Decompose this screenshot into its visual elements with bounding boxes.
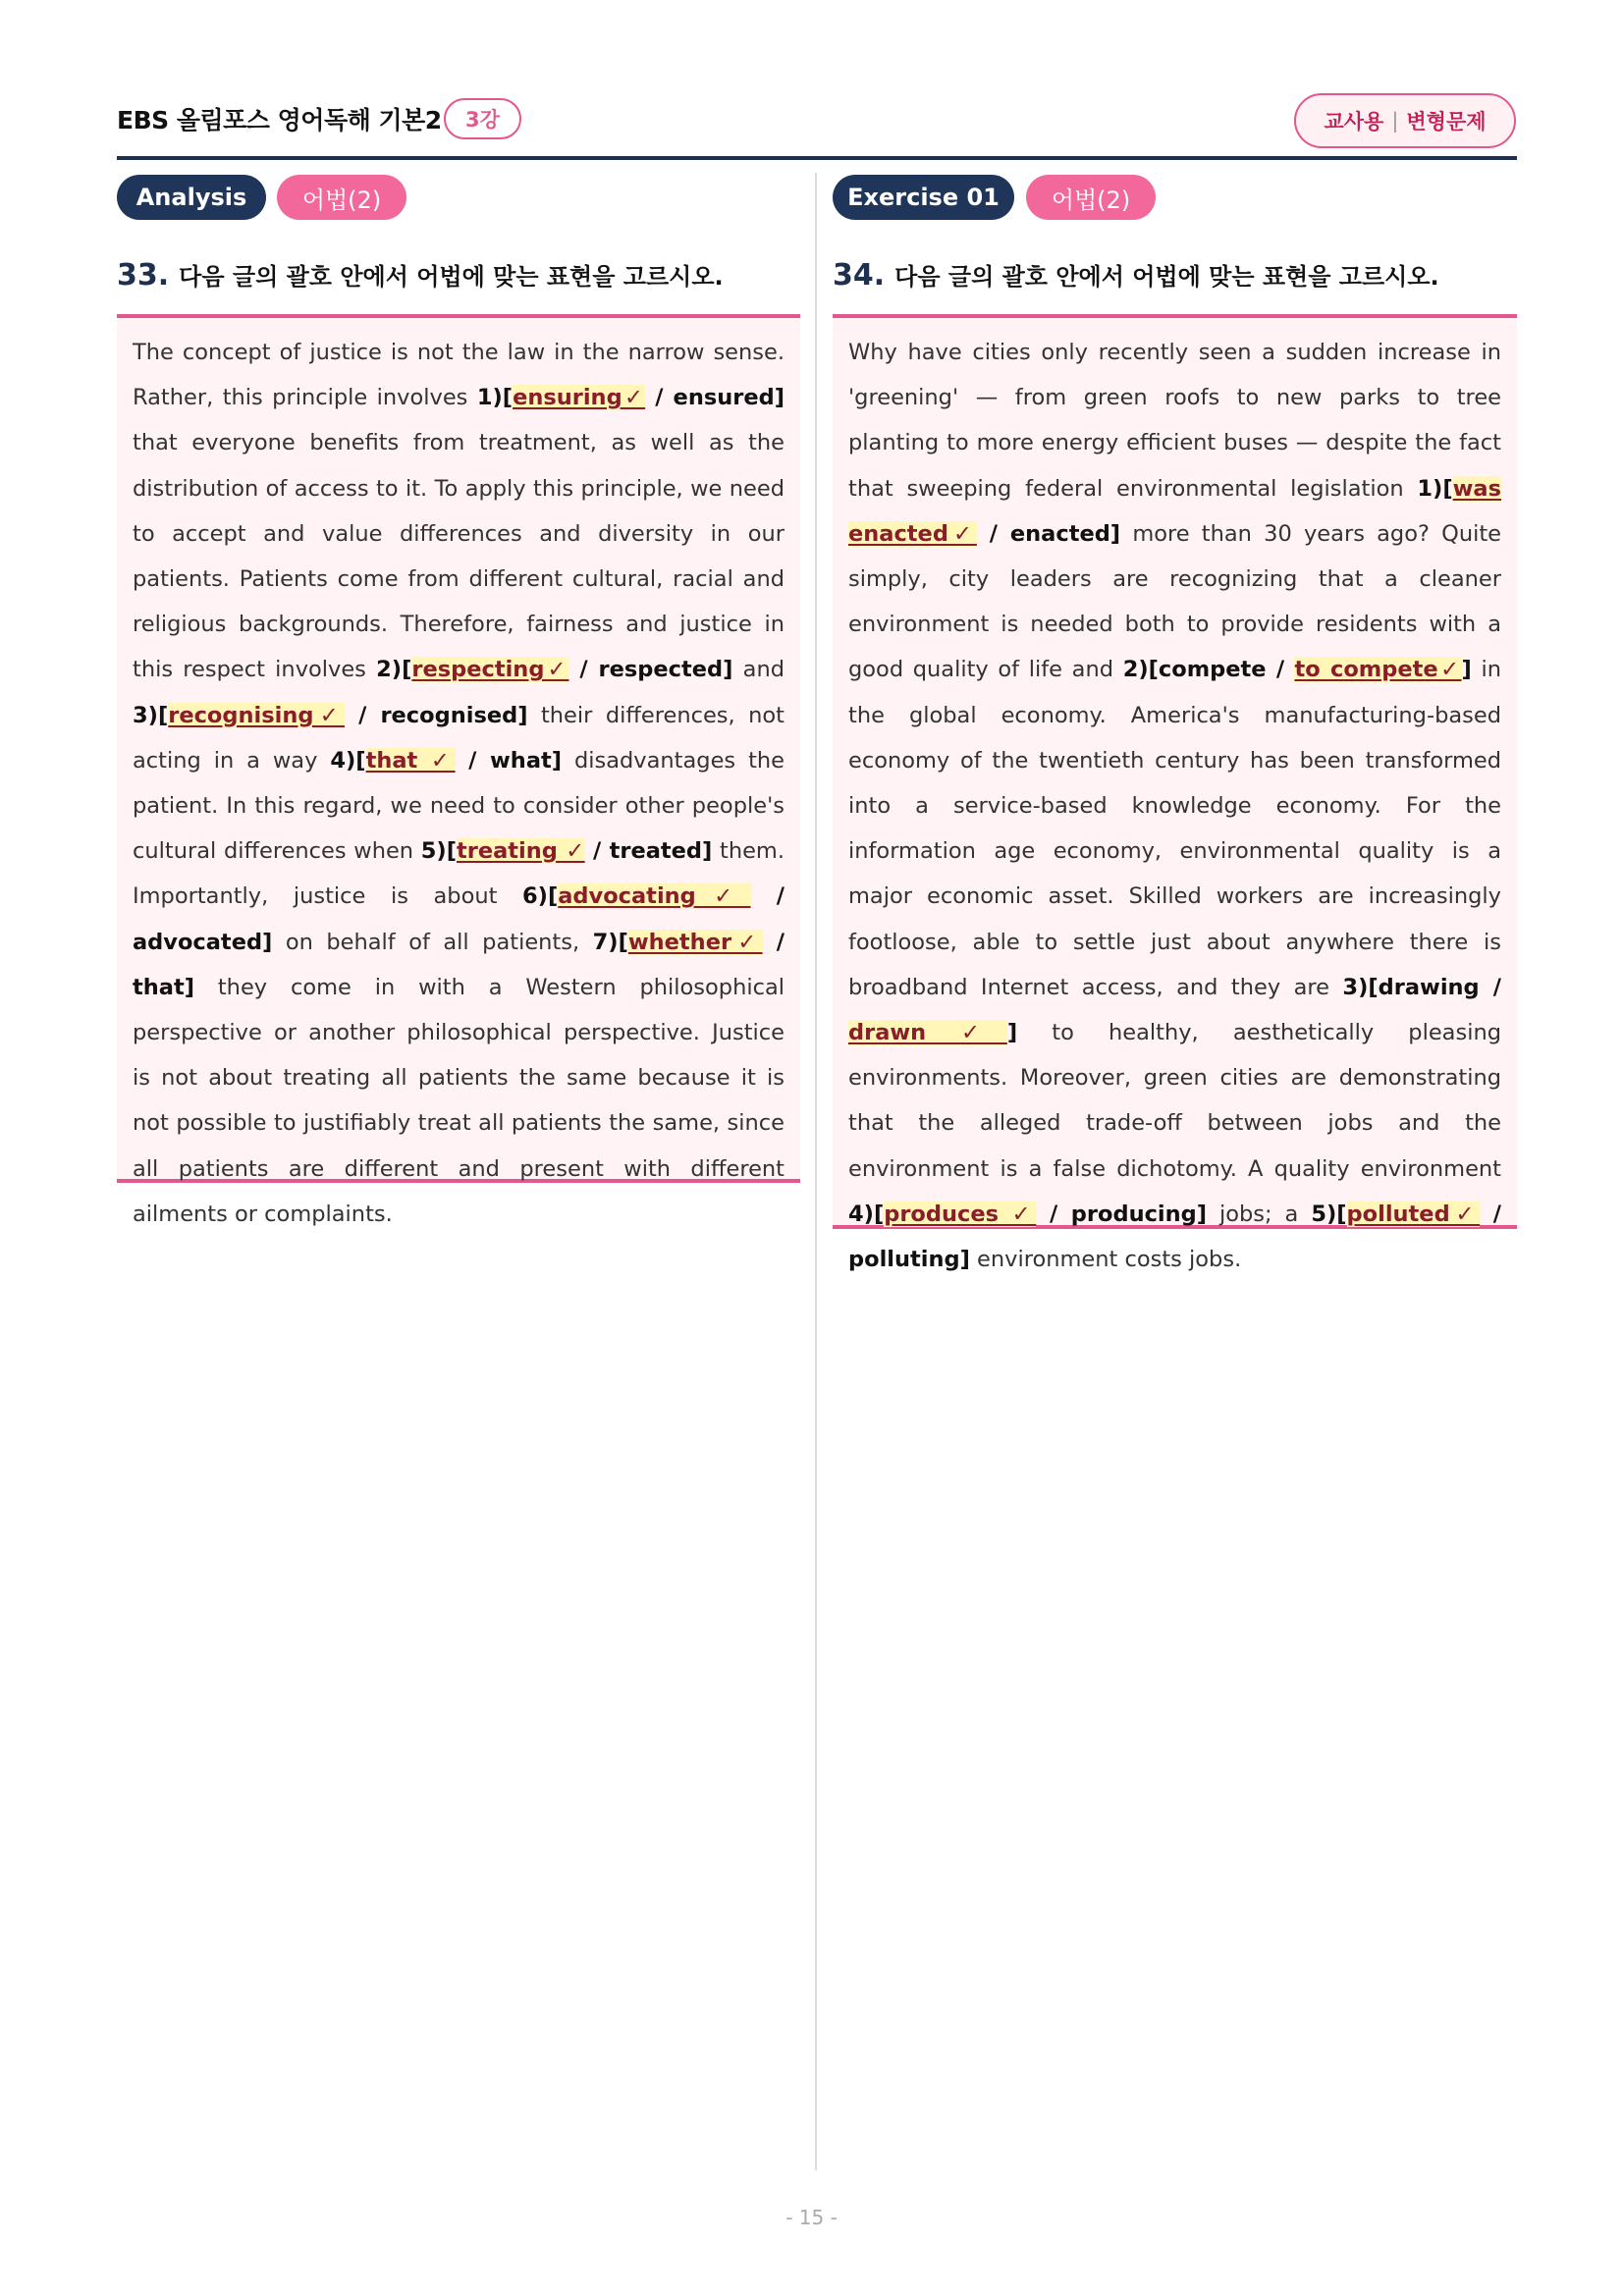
answer-highlight: advocating✓ bbox=[558, 883, 751, 910]
answer-highlight: ensuring✓ bbox=[513, 385, 646, 411]
answer-highlight: whether✓ bbox=[627, 929, 763, 955]
badge-separator: | bbox=[1391, 109, 1399, 133]
question-heading bbox=[833, 257, 1439, 293]
answer-highlight: treating ✓ bbox=[457, 838, 585, 865]
passage-box: Why have cities only recently seen a sudden increase in 'greening' — from green roofs to new parks to tree planting to more energy efficient buses — despite the fact that sweeping federal environmental legislation 1)[was enacted✓ / enacted] more than 30 years ago? Quite simply, city leaders are recognizing that a cleaner environment is needed both to provide residents with a good quality of life and 2)[compete / to compete✓] in the global economy. America's manufacturing-based economy of the twentieth century has been transformed into a service-based knowledge economy. For the information age economy, environmental quality is a major economic asset. Skilled workers are increasingly footloose, able to settle just about anywhere there is broadband Internet access, and they are 3)[drawing / drawn ✓] to healthy, aesthetically pleasing environments. Moreover, green cities are demonstrating that the alleged trade-off between jobs and the environment is a false dichotomy. A quality environment 4)[produces ✓ / producing] jobs; a 5)[polluted✓ / polluting] environment costs jobs. bbox=[833, 314, 1517, 1229]
section-tag-grammar: 어법(2) bbox=[1026, 175, 1156, 220]
section-tag-grammar: 어법(2) bbox=[277, 175, 406, 220]
answer-highlight: polluted✓ bbox=[1346, 1201, 1481, 1227]
book-title: EBS 올림포스 영어독해 기본2 bbox=[117, 106, 442, 134]
question-heading bbox=[117, 257, 724, 293]
question-instruction: 다음 글의 괄호 안에서 어법에 맞는 표현을 고르시오. bbox=[179, 263, 724, 291]
section-tag-analysis: Analysis bbox=[117, 175, 266, 220]
edition-badge bbox=[1294, 93, 1516, 148]
answer-highlight: produces ✓ bbox=[884, 1201, 1037, 1227]
answer-highlight: recognising✓ bbox=[168, 702, 345, 728]
lesson-badge: 3강 bbox=[444, 98, 521, 139]
question-number: 33. bbox=[117, 258, 170, 293]
answer-highlight: was enacted✓ bbox=[848, 475, 1501, 547]
answer-highlight: drawn ✓ bbox=[848, 1020, 1007, 1046]
column-divider bbox=[815, 173, 817, 2170]
answer-highlight: that ✓ bbox=[365, 747, 456, 774]
type-label: 변형문제 bbox=[1406, 110, 1487, 133]
section-tag-exercise: Exercise 01 bbox=[833, 175, 1014, 220]
answer-highlight: to compete✓ bbox=[1294, 657, 1462, 683]
question-instruction: 다음 글의 괄호 안에서 어법에 맞는 표현을 고르시오. bbox=[894, 263, 1439, 291]
passage-box: The concept of justice is not the law in the narrow sense. Rather, this principle involves 1)[ensuring✓ / ensured] that everyone benefits from treatment, as well as the distribution of access to it. To apply this principle, we need to accept and value differences and diversity in our patients. Patients come from different cultural, racial and religious backgrounds. Therefore, fairness and justice in this respect involves 2)[respecting✓ / respected] and 3)[recognising✓ / recognised] their differences, not acting in a way 4)[that ✓ / what] disadvantages the patient. In this regard, we need to consider other people's cultural differences when 5)[treating ✓ / treated] them. Importantly, justice is about 6)[advocating✓ / advocated] on behalf of all patients, 7)[whether✓ / that] they come in with a Western philosophical perspective or another philosophical perspective. Justice is not about treating all patients the same because it is not possible to justifiably treat all patients the same, since all patients are different and present with different ailments or complaints. bbox=[117, 314, 800, 1183]
answer-highlight: respecting✓ bbox=[411, 657, 569, 683]
role-label: 교사용 bbox=[1324, 110, 1384, 133]
header-rule bbox=[117, 156, 1517, 160]
page-number: - 15 - bbox=[785, 2206, 838, 2229]
question-number: 34. bbox=[833, 258, 886, 293]
